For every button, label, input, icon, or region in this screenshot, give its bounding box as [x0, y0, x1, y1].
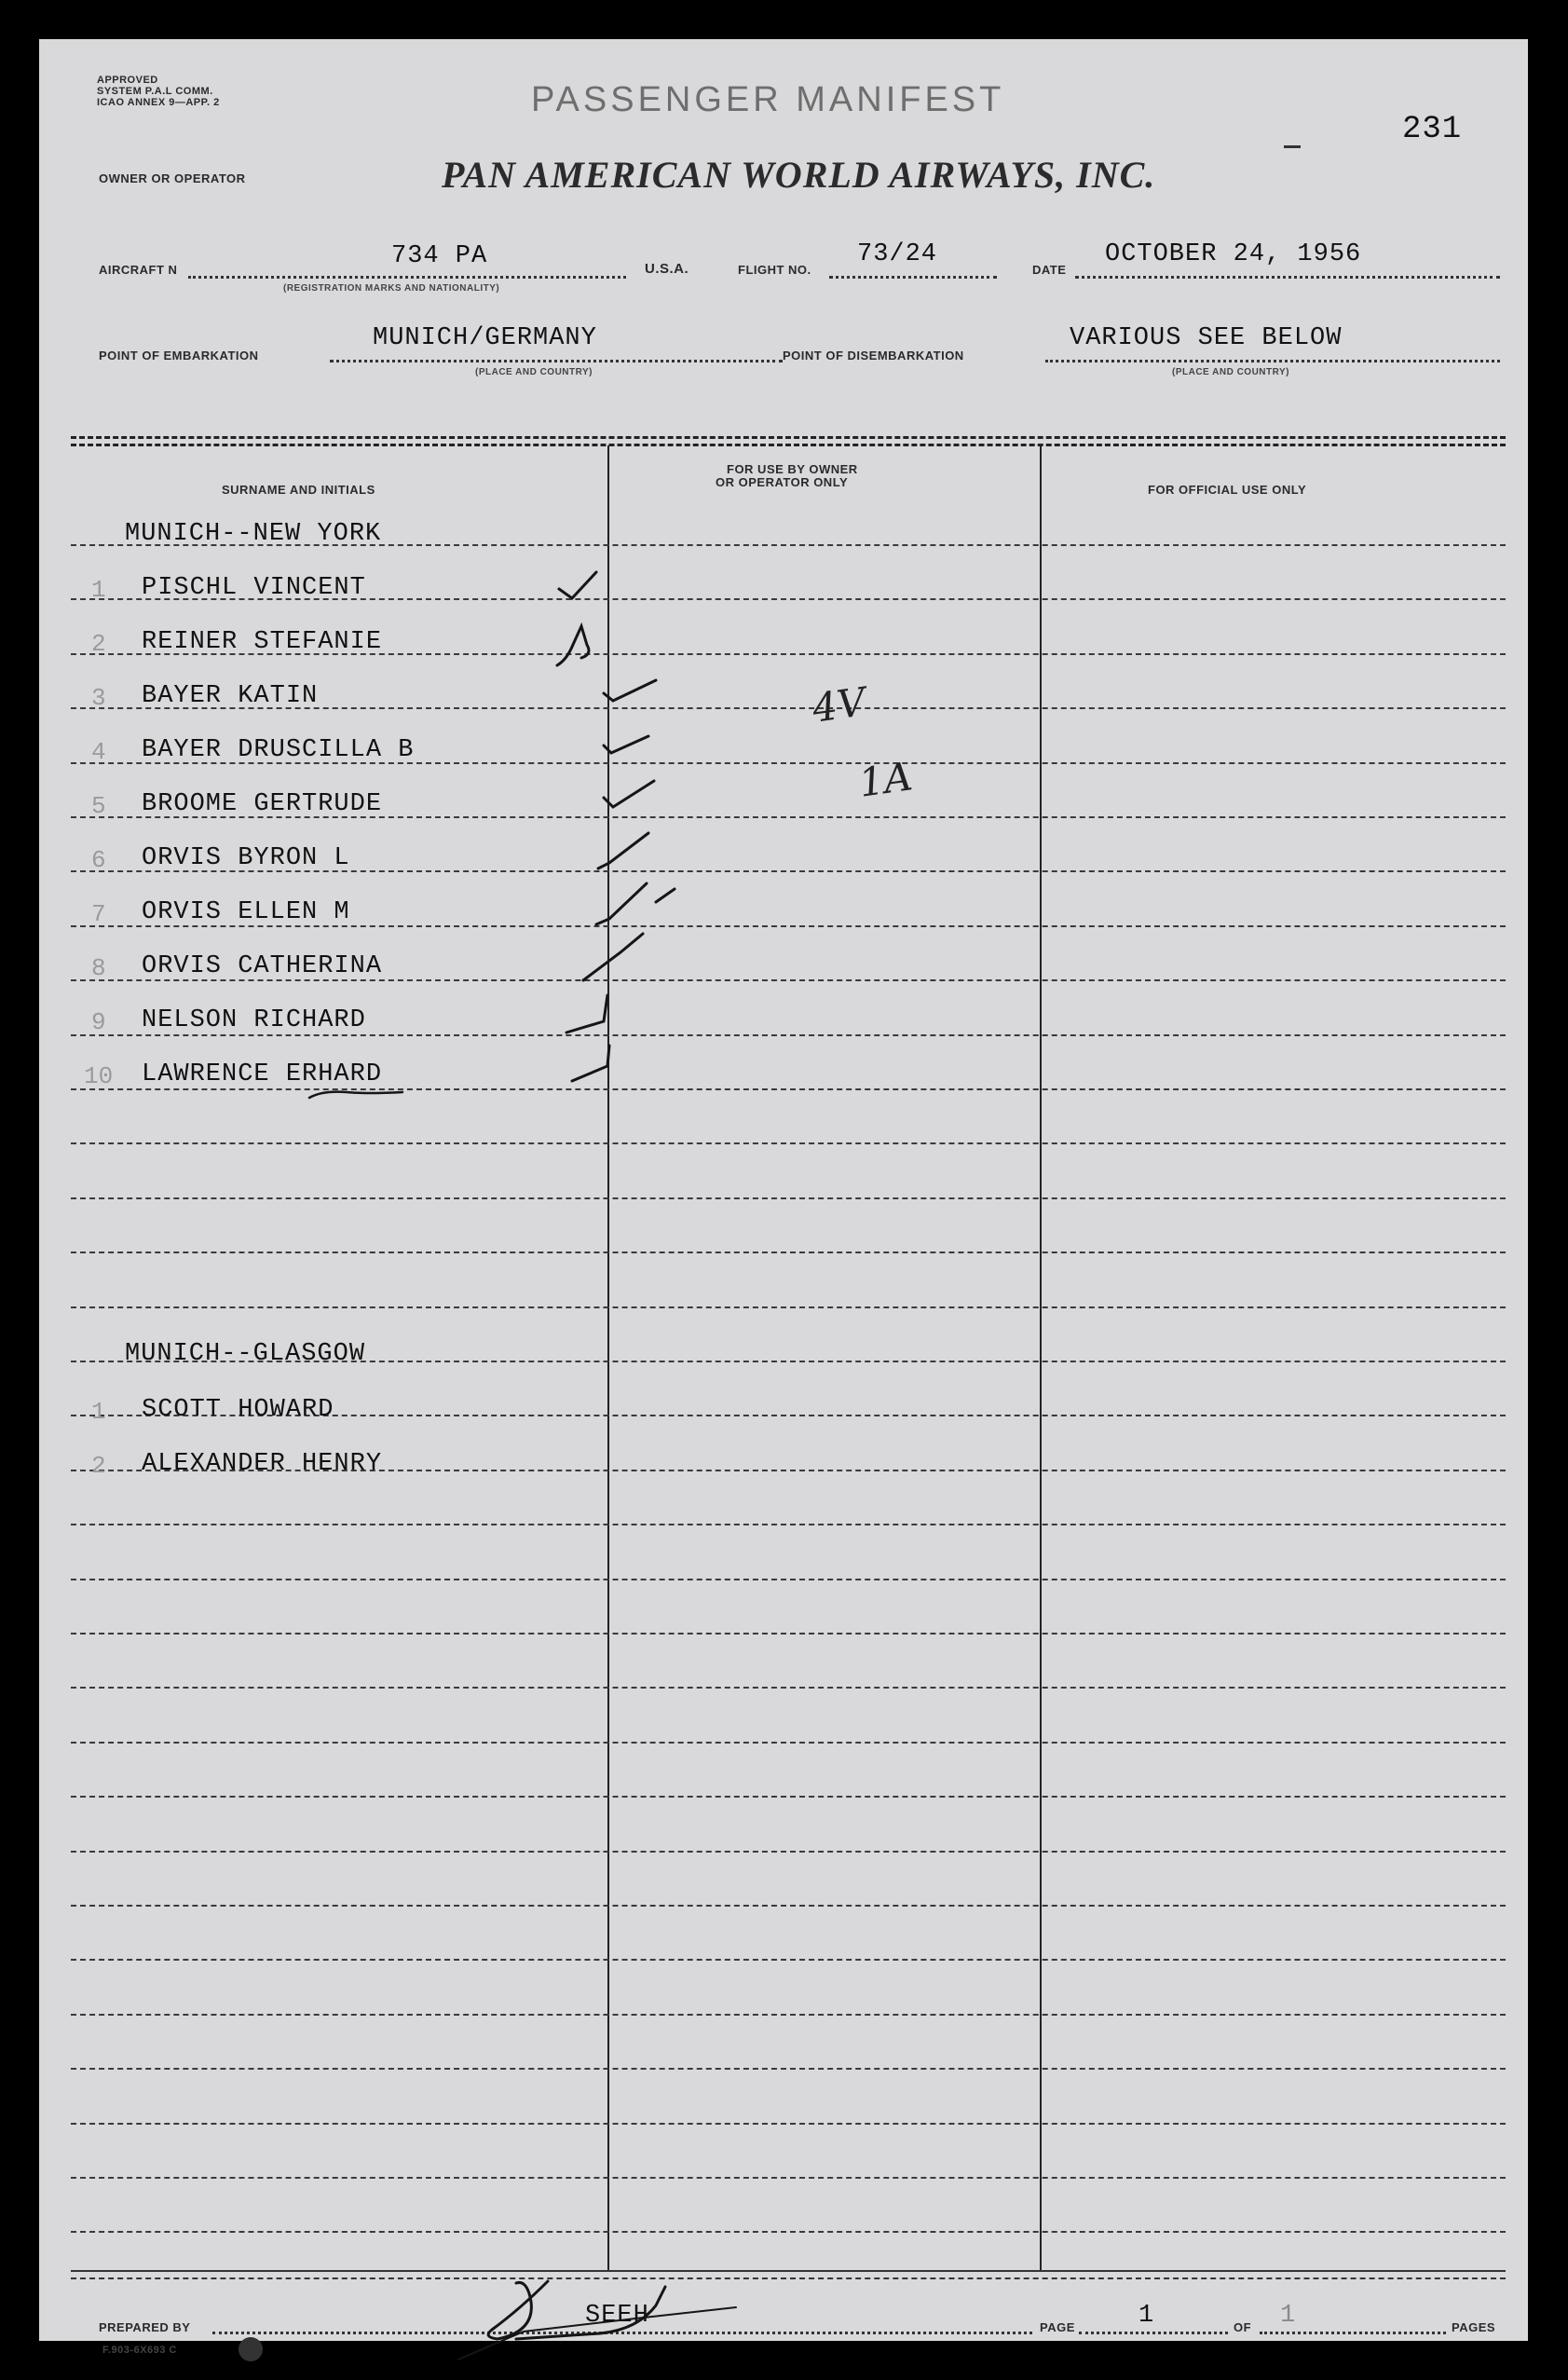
row-rule: [71, 2068, 1506, 2070]
passenger-name: ALEXANDER HENRY: [142, 1450, 383, 1478]
check-mark-7: [596, 883, 675, 924]
of-label: OF: [1234, 2320, 1252, 2334]
check-mark-6: [598, 833, 648, 869]
passenger-name: LAWRENCE ERHARD: [142, 1060, 383, 1088]
check-marks: [39, 39, 1528, 1157]
check-mark-4: [604, 736, 648, 753]
approval-line-2: SYSTEM P.A.L COMM.: [97, 86, 213, 97]
section-heading-munich-new-york: MUNICH--NEW YORK: [125, 520, 382, 548]
passenger-name: SCOTT HOWARD: [142, 1396, 334, 1424]
check-mark-2: [557, 626, 589, 665]
aircraft-value: 734 PA: [391, 242, 488, 270]
registration-note: (REGISTRATION MARKS AND NATIONALITY): [283, 283, 500, 294]
check-mark-5: [604, 781, 654, 807]
row-rule: [71, 1796, 1506, 1798]
row-rule: [71, 1905, 1506, 1907]
manifest-title: PASSENGER MANIFEST: [531, 80, 1005, 119]
row-rule: [71, 1959, 1506, 1961]
column-header-operator-1: FOR USE BY OWNER: [727, 462, 858, 476]
row-rule: [71, 1742, 1506, 1744]
check-mark-3: [604, 680, 656, 701]
row-rule: [71, 2014, 1506, 2016]
aircraft-label: AIRCRAFT N: [99, 263, 178, 277]
date-value: OCTOBER 24, 1956: [1105, 240, 1362, 268]
check-mark-9: [566, 995, 607, 1033]
embark-note: (PLACE AND COUNTRY): [475, 367, 593, 377]
owner-value: PAN AMERICAN WORLD AIRWAYS, INC.: [442, 154, 1156, 196]
flight-label: FLIGHT NO.: [738, 263, 811, 277]
row-rule: [71, 1252, 1506, 1253]
row-rule: [71, 1633, 1506, 1635]
disembark-label: POINT OF DISEMBARKATION: [783, 349, 964, 362]
row-number: 4: [91, 738, 106, 766]
row-rule: [71, 1197, 1506, 1199]
handwritten-mark-4v: 4V: [809, 678, 869, 732]
check-mark-1: [559, 572, 596, 598]
page-number: 1: [1139, 2302, 1155, 2330]
check-mark-8: [583, 934, 643, 980]
section-heading-munich-glasgow: MUNICH--GLASGOW: [125, 1340, 366, 1368]
union-bug-icon: [239, 2337, 263, 2361]
page-stamp-number: 231: [1402, 112, 1463, 147]
disembark-value: VARIOUS SEE BELOW: [1070, 324, 1343, 352]
owner-label: OWNER OR OPERATOR: [99, 171, 246, 185]
embark-label: POINT OF EMBARKATION: [99, 349, 259, 362]
passenger-name: ORVIS BYRON L: [142, 844, 350, 872]
row-rule: [71, 2123, 1506, 2125]
passenger-name: BAYER KATIN: [142, 682, 319, 710]
row-number: 2: [91, 1452, 106, 1480]
total-pages: 1: [1280, 2302, 1297, 2330]
flight-value: 73/24: [857, 240, 938, 268]
row-number: 9: [91, 1008, 106, 1036]
row-number: 2: [91, 630, 106, 658]
signature: [421, 2257, 812, 2369]
passenger-name: ORVIS ELLEN M: [142, 898, 350, 926]
embark-value: MUNICH/GERMANY: [373, 324, 597, 352]
prepared-by-value: SEEH: [585, 2302, 649, 2330]
usa-label: U.S.A.: [645, 261, 689, 277]
row-rule: [71, 1579, 1506, 1580]
row-rule: [71, 1851, 1506, 1853]
page-dots: [1079, 2332, 1228, 2334]
passenger-name: BROOME GERTRUDE: [142, 790, 383, 818]
approval-line-3: ICAO ANNEX 9—APP. 2: [97, 97, 220, 108]
passenger-name: ORVIS CATHERINA: [142, 952, 383, 980]
row-number: 1: [91, 1398, 106, 1426]
row-number: 10: [84, 1062, 114, 1090]
date-label: DATE: [1032, 263, 1067, 277]
column-header-operator-2: OR OPERATOR ONLY: [716, 475, 849, 489]
prepared-by-label: PREPARED BY: [99, 2320, 191, 2334]
row-number: 5: [91, 792, 106, 820]
column-header-official: FOR OFFICIAL USE ONLY: [1148, 483, 1307, 497]
passenger-name: NELSON RICHARD: [142, 1006, 366, 1034]
row-rule: [71, 1687, 1506, 1689]
approval-line-1: APPROVED: [97, 75, 158, 86]
handwritten-mark-1a: 1A: [855, 753, 916, 806]
row-number: 3: [91, 684, 106, 712]
passenger-name: BAYER DRUSCILLA B: [142, 736, 415, 764]
row-number: 6: [91, 846, 106, 874]
row-number: 1: [91, 576, 106, 604]
row-rule: [71, 1524, 1506, 1525]
underline-erhard: [309, 1092, 402, 1098]
pages-label: PAGES: [1452, 2320, 1496, 2334]
page-label: PAGE: [1040, 2320, 1075, 2334]
check-mark-10: [572, 1046, 609, 1081]
disembark-note: (PLACE AND COUNTRY): [1172, 367, 1289, 377]
passenger-name: PISCHL VINCENT: [142, 574, 366, 602]
column-header-name: SURNAME AND INITIALS: [222, 483, 375, 497]
manifest-page: [39, 39, 1528, 2356]
form-number: F.903-6X693 C: [102, 2345, 177, 2356]
row-number: 7: [91, 900, 106, 928]
row-number: 8: [91, 954, 106, 982]
row-rule: [71, 1306, 1506, 1308]
of-dots: [1260, 2332, 1446, 2334]
row-rule: [71, 2177, 1506, 2179]
row-rule: [71, 2231, 1506, 2233]
passenger-name: REINER STEFANIE: [142, 628, 383, 656]
